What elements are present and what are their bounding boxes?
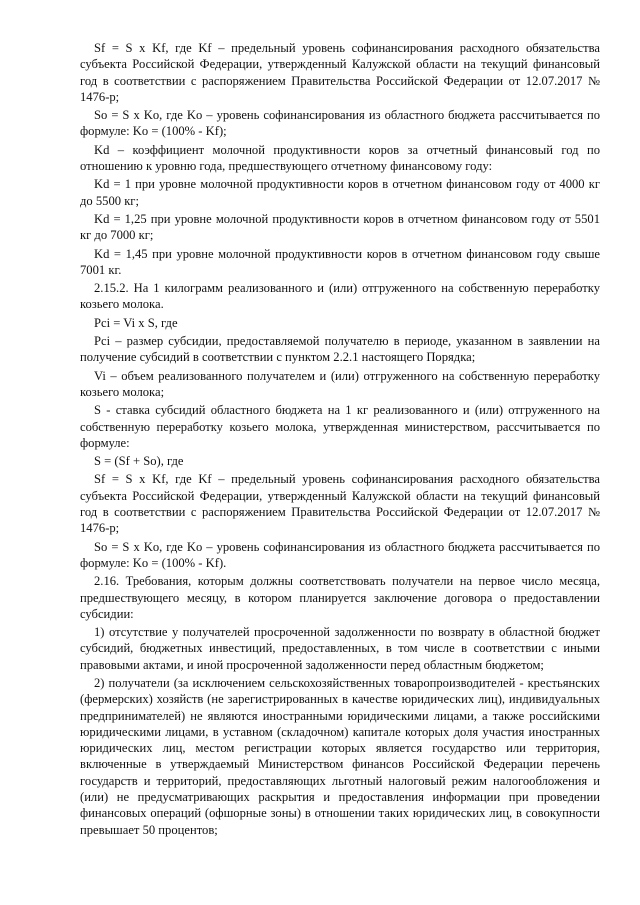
paragraph-kd-1-45: Kd = 1,45 при уровне молочной продуктивности коров в отчетном финансовом году свыше 7001 кг. [80, 246, 600, 277]
paragraph-sf-formula-2: Sf = S x Kf, где Kf – предельный уровень софинансирования расходного обязательства субъекта Российской Федерации, утвержденный Калужской области на текущий финансовый год в соответствии с распоряжением Правительства Российской Федерации от 12.07.2017 № 1476-р; [80, 472, 600, 536]
paragraph-so-formula-2: So = S x Ko, где Ko – уровень софинансирования из областного бюджета рассчитывается по формуле: Ko = (100% - Kf). [80, 539, 600, 570]
paragraph-kd-1: Kd = 1 при уровне молочной продуктивности коров в отчетном финансовом году от 4000 кг до 5500 кг; [80, 177, 600, 208]
paragraph-2-16: 2.16. Требования, которым должны соответствовать получатели на первое число месяца, предшествующего месяцу, в котором планируется заключение договора о предоставлении субсидии: [80, 574, 600, 621]
paragraph-requirement-1: 1) отсутствие у получателей просроченной задолженности по возврату в областной бюджет субсидий, бюджетных инвестиций, предоставленных, в том числе в соответствии с иными правовыми актами, и иной просроченной задолженности перед областным бюджетом; [80, 625, 600, 672]
paragraph-pci-formula: Pci = Vi x S, где [94, 315, 178, 330]
paragraph-kd-1-25: Kd = 1,25 при уровне молочной продуктивности коров в отчетном финансовом году от 5501 кг до 7000 кг; [80, 211, 600, 243]
paragraph-vi-definition: Vi – объем реализованного получателем и (или) отгруженного на собственную переработку козьего молока; [80, 368, 600, 399]
paragraph-kd-definition: Kd – коэффициент молочной продуктивности коров за отчетный финансовый год по отношению к уровню года, предшествующего отчетному финансовому году: [80, 142, 600, 174]
paragraph-sf-formula-1: Sf = S x Kf, где Kf – предельный уровень софинансирования расходного обязательства субъекта Российской Федерации, утвержденный Калужской области на текущий финансовый год в соответствии с распоряжением Правительства Российской Федерации от 12.07.2017 № 1476-р; [80, 41, 600, 104]
paragraph-2-15-2: 2.15.2. На 1 килограмм реализованного и (или) отгруженного на собственную переработку козьего молока. [80, 281, 600, 312]
paragraph-pci-definition: Pci – размер субсидии, предоставляемой получателю в периоде, указанном в заявлении на получение субсидий в соответствии с пунктом 2.2.1 настоящего Порядка; [80, 334, 600, 365]
paragraph-requirement-2: 2) получатели (за исключением сельскохозяйственных товаропроизводителей - крестьянских (фермерских) хозяйств (не зарегистрированных в качестве юридических лиц), индивидуальных предпринимателей) не являются иностранными юридическими лицами, а также российскими юридическими лицами, в уставном (складочном) капитале которых доля участия иностранных юридических лиц, местом регистрации которых является государство или территория, включенные в утверждаемый Министерством финансов Российской Федерации перечень государств и территорий, предоставляющих льготный налоговый режим налогообложения и (или) не предусматривающих раскрытия и предоставления информации при проведении финансовых операций (офшорные зоны) в отношении таких юридических лиц, в совокупности превышает 50 процентов; [80, 675, 600, 837]
paragraph-so-formula-1: So = S x Ko, где Ko – уровень софинансирования из областного бюджета рассчитывается по формуле: Ko = (100% - Kf); [80, 108, 600, 139]
document-page [80, 40, 600, 838]
paragraph-s-formula: S = (Sf + So), где [94, 454, 184, 469]
paragraph-s-definition: S - ставка субсидий областного бюджета на 1 кг реализованного и (или) отгруженного на собственную переработку козьего молока, утвержденная министерством, рассчитывается по формуле: [80, 403, 600, 450]
